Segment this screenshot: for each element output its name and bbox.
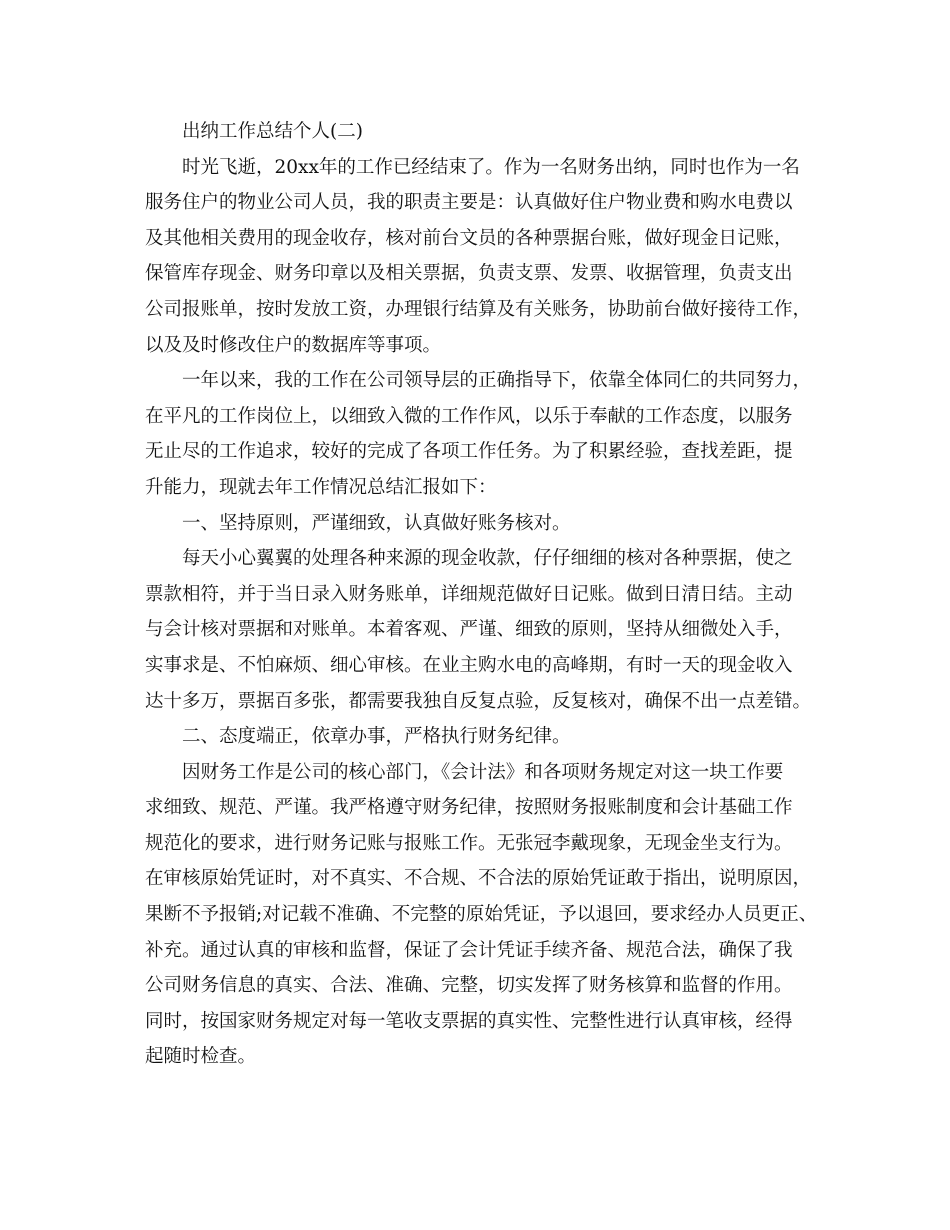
text-line: 二、态度端正，依章办事，严格执行财务纪律。 bbox=[182, 726, 571, 748]
text-line: 求细致、规范、严谨。我严格遵守财务纪律，按照财务报账制度和会计基础工作 bbox=[145, 797, 793, 819]
document-body bbox=[145, 114, 825, 1075]
text-line: 同时，按国家财务规定对每一笔收支票据的真实性、完整性进行认真审核，经得 bbox=[145, 1010, 793, 1032]
text-line: 一、坚持原则，严谨细致，认真做好账务核对。 bbox=[182, 512, 571, 534]
text-line: 在平凡的工作岗位上，以细致入微的工作作风，以乐于奉献的工作态度，以服务 bbox=[145, 405, 793, 427]
text-line: 补充。通过认真的审核和监督，保证了会计凭证手续齐备、规范合法，确保了我 bbox=[145, 939, 793, 961]
text-line: 在审核原始凭证时，对不真实、不合规、不合法的原始凭证敢于指出，说明原因， bbox=[145, 868, 812, 890]
text-line: 以及及时修改住户的数据库等事项。 bbox=[145, 334, 442, 356]
text-line: 升能力，现就去年工作情况总结汇报如下： bbox=[145, 476, 497, 498]
text-line: 保管库存现金、财务印章以及相关票据，负责支票、发票、收据管理，负责支出 bbox=[145, 263, 793, 285]
text-line: 服务住户的物业公司人员，我的职责主要是：认真做好住户物业费和购水电费以 bbox=[145, 192, 793, 214]
text-line: 一年以来，我的工作在公司领导层的正确指导下，依靠全体同仁的共同努力， bbox=[182, 370, 812, 392]
text-line: 规范化的要求，进行财务记账与报账工作。无张冠李戴现象，无现金坐支行为。 bbox=[145, 832, 793, 854]
text-line: 实事求是、不怕麻烦、细心审核。在业主购水电的高峰期，有时一天的现金收入 bbox=[145, 654, 793, 676]
text-line: 达十多万，票据百多张，都需要我独自反复点验，反复核对，确保不出一点差错。 bbox=[145, 690, 812, 712]
text-line: 票款相符，并于当日录入财务账单，详细规范做好日记账。做到日清日结。主动 bbox=[145, 583, 793, 605]
document-title: 出纳工作总结个人(二) bbox=[182, 121, 363, 142]
text-line: 每天小心翼翼的处理各种来源的现金收款，仔仔细细的核对各种票据，使之 bbox=[182, 548, 793, 570]
text-line: 无止尽的工作追求，较好的完成了各项工作任务。为了积累经验，查找差距，提 bbox=[145, 441, 793, 463]
text-line: 果断不予报销;对记载不准确、不完整的原始凭证，予以退回，要求经办人员更正、 bbox=[145, 904, 818, 926]
text-line: 及其他相关费用的现金收存，核对前台文员的各种票据台账，做好现金日记账， bbox=[145, 227, 793, 249]
text-line: 公司财务信息的真实、合法、准确、完整，切实发挥了财务核算和监督的作用。 bbox=[145, 975, 793, 997]
text-line: 因财务工作是公司的核心部门，《会计法》和各项财务规定对这一块工作要 bbox=[182, 761, 784, 783]
text-line: 与会计核对票据和对账单。本着客观、严谨、细致的原则，坚持从细微处入手， bbox=[145, 619, 793, 641]
text-line: 时光飞逝，20xx年的工作已经结束了。作为一名财务出纳，同时也作为一名 bbox=[182, 156, 800, 178]
text-line: 公司报账单，按时发放工资，办理银行结算及有关账务，协助前台做好接待工作， bbox=[145, 298, 812, 320]
text-line: 起随时检查。 bbox=[145, 1046, 257, 1068]
